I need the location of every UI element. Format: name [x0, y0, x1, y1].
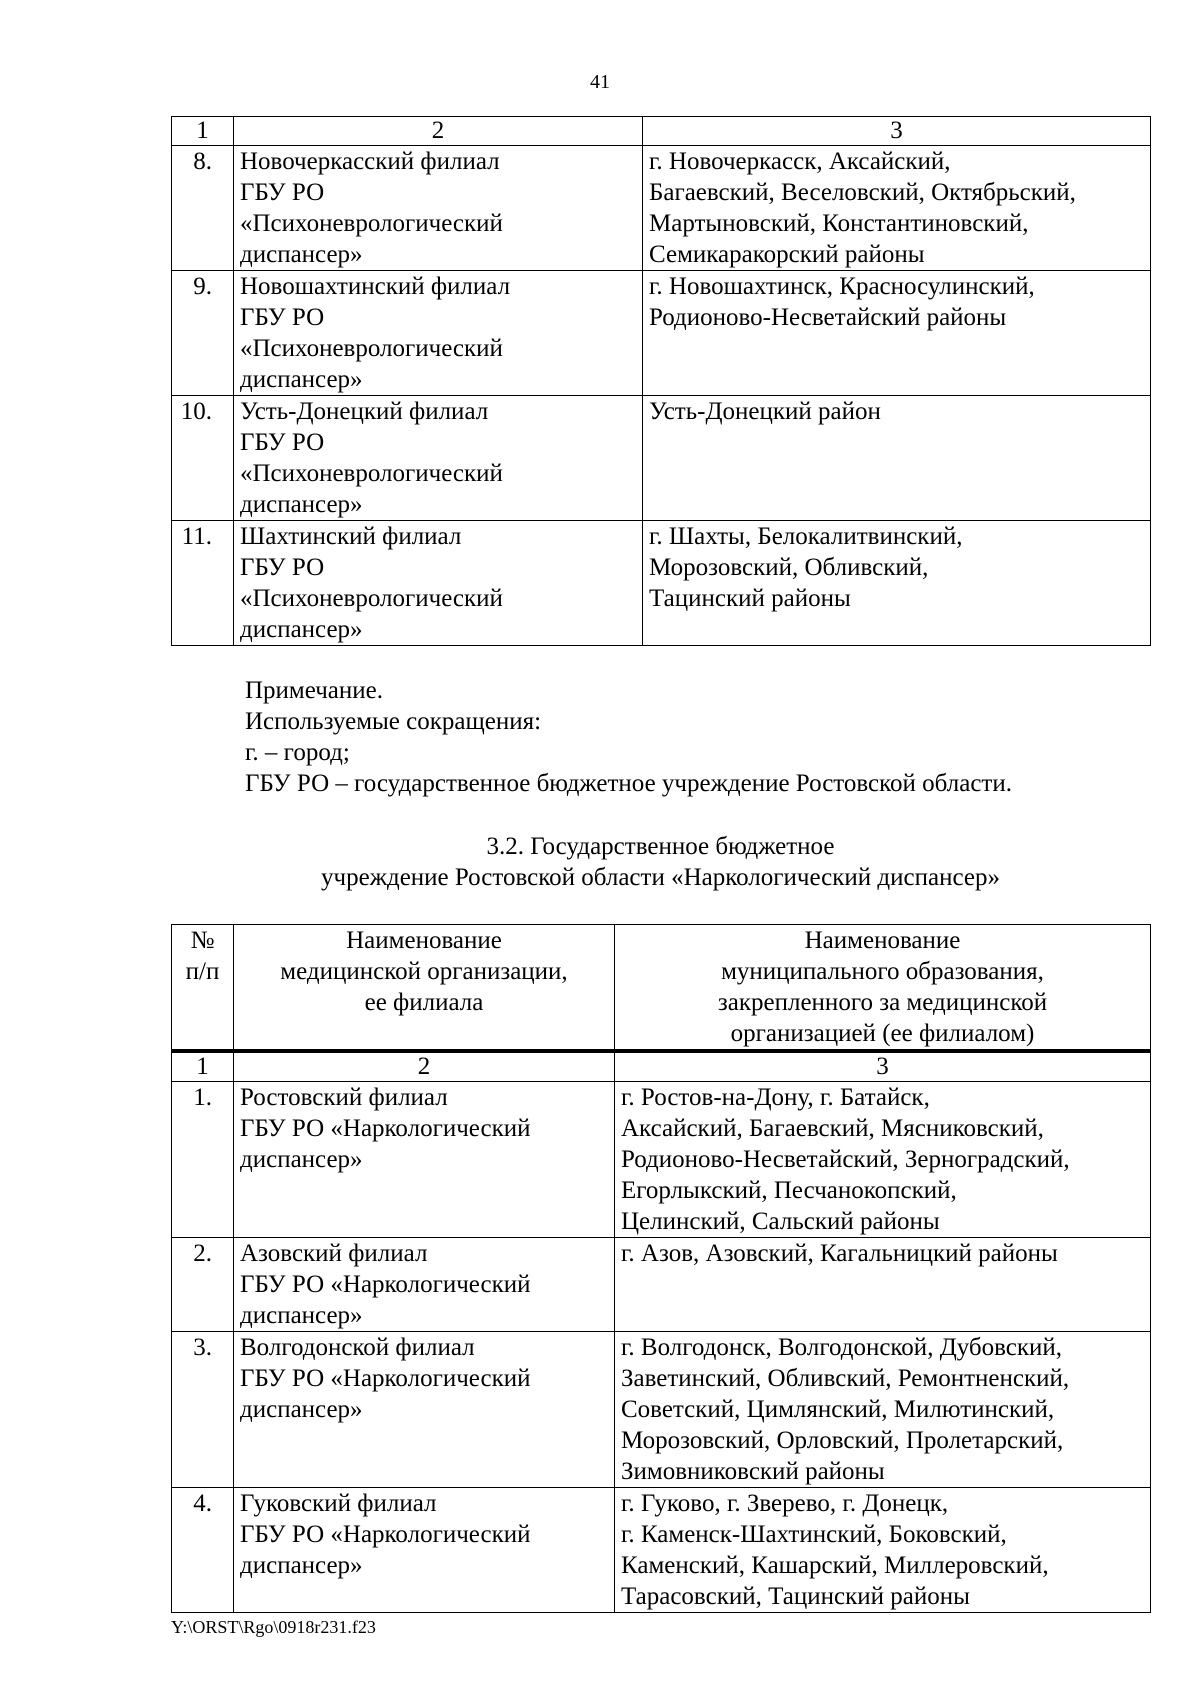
table-header-numbers: [172, 117, 1151, 146]
cell-line: диспансер»: [240, 241, 363, 268]
organization-cell: [234, 1082, 615, 1238]
cell-line: «Психоневрологический: [240, 210, 503, 237]
table-row: [172, 271, 1151, 396]
cell-line: Семикаракорский районы: [649, 241, 925, 268]
cell-line: ГБУ РО: [240, 304, 325, 331]
header-line: Наименование: [804, 927, 961, 954]
row-number-cell: 1.: [172, 1082, 234, 1238]
cell-line: «Психоневрологический: [240, 335, 503, 362]
column-number-cell: 1: [172, 117, 234, 146]
cell-line: г. Ростов-на-Дону, г. Батайск,: [621, 1084, 930, 1111]
table-row: [172, 1332, 1151, 1488]
cell-line: Советский, Цимлянский, Милютинский,: [621, 1396, 1055, 1423]
municipality-cell: [643, 521, 1151, 646]
table-row: [172, 1488, 1151, 1613]
organization-cell: [234, 1332, 615, 1488]
cell-line: г. Шахты, Белокалитвинский,: [649, 523, 963, 550]
cell-line: Усть-Донецкий район: [649, 398, 881, 425]
cell-line: Морозовский, Орловский, Пролетарский,: [621, 1427, 1064, 1454]
narcology-branches-table: [171, 924, 1151, 1613]
cell-line: г. Волгодонск, Волгодонской, Дубовский,: [621, 1334, 1063, 1361]
municipality-cell: [615, 1488, 1151, 1613]
cell-line: Родионово-Несветайский, Зерноградский,: [621, 1146, 1070, 1173]
cell-line: Азовский филиал: [240, 1240, 428, 1267]
cell-line: Гуковский филиал: [240, 1490, 437, 1517]
cell-line: ГБУ РО «Наркологический: [240, 1365, 531, 1392]
column-header-organization: [234, 925, 615, 1052]
branches-table-continued: [171, 116, 1151, 646]
note-line: г. – город;: [245, 739, 350, 766]
cell-line: диспансер»: [240, 1396, 363, 1423]
row-number-cell: 8.: [172, 146, 234, 271]
cell-line: диспансер»: [240, 616, 363, 643]
table-row: [172, 146, 1151, 271]
cell-line: Новошахтинский филиал: [240, 273, 511, 300]
column-number-cell: 3: [615, 1051, 1151, 1082]
cell-line: Аксайский, Багаевский, Мясниковский,: [621, 1115, 1044, 1142]
cell-line: г. Каменск-Шахтинский, Боковский,: [621, 1521, 1007, 1548]
row-number-cell: 10.: [172, 396, 234, 521]
row-number-cell: 4.: [172, 1488, 234, 1613]
column-header-number: [172, 925, 234, 1052]
table-header-numbers: [172, 1051, 1151, 1082]
section-title: [171, 831, 1150, 893]
municipality-cell: [643, 146, 1151, 271]
cell-line: «Психоневрологический: [240, 460, 503, 487]
table-column-headers: [172, 925, 1151, 1052]
header-line: организацией (ее филиалом): [730, 1020, 1035, 1047]
cell-line: диспансер»: [240, 1552, 363, 1579]
column-number-cell: 2: [234, 117, 643, 146]
page-number: 41: [590, 71, 610, 93]
cell-line: г. Гуково, г. Зверево, г. Донецк,: [621, 1490, 949, 1517]
cell-line: Каменский, Кашарский, Миллеровский,: [621, 1552, 1049, 1579]
cell-line: диспансер»: [240, 1302, 363, 1329]
cell-line: ГБУ РО: [240, 429, 325, 456]
cell-line: ГБУ РО: [240, 179, 325, 206]
cell-line: Тарасовский, Тацинский районы: [621, 1583, 970, 1610]
cell-line: Усть-Донецкий филиал: [240, 398, 489, 425]
cell-line: Родионово-Несветайский районы: [649, 304, 1007, 331]
organization-cell: [234, 396, 643, 521]
organization-cell: [234, 1238, 615, 1332]
cell-line: Зимовниковский районы: [621, 1458, 885, 1485]
header-line: медицинской организации,: [280, 958, 568, 985]
header-line: п/п: [185, 958, 220, 985]
cell-line: Шахтинский филиал: [240, 523, 462, 550]
table-row: [172, 1082, 1151, 1238]
cell-line: ГБУ РО «Наркологический: [240, 1115, 531, 1142]
cell-line: диспансер»: [240, 366, 363, 393]
cell-line: г. Новочеркасск, Аксайский,: [649, 148, 951, 175]
municipality-cell: [643, 271, 1151, 396]
cell-line: Морозовский, Обливский,: [649, 554, 929, 581]
column-number-cell: 2: [234, 1051, 615, 1082]
cell-line: Тацинский районы: [649, 585, 851, 612]
section-title-line: 3.2. Государственное бюджетное: [486, 833, 835, 860]
file-path-footer: Y:\ORST\Rgo\0918r231.f23: [171, 1617, 376, 1637]
note-line: Используемые сокращения:: [245, 708, 542, 735]
cell-line: диспансер»: [240, 491, 363, 518]
header-line: №: [190, 927, 215, 954]
cell-line: Ростовский филиал: [240, 1084, 448, 1111]
cell-line: Мартыновский, Константиновский,: [649, 210, 1029, 237]
cell-line: ГБУ РО «Наркологический: [240, 1271, 531, 1298]
municipality-cell: [643, 396, 1151, 521]
cell-line: ГБУ РО «Наркологический: [240, 1521, 531, 1548]
table-row: [172, 1238, 1151, 1332]
cell-line: диспансер»: [240, 1146, 363, 1173]
column-number-cell: 3: [643, 117, 1151, 146]
organization-cell: [234, 271, 643, 396]
row-number-cell: 11.: [172, 521, 234, 646]
row-number-cell: 3.: [172, 1332, 234, 1488]
header-line: ее филиала: [364, 989, 484, 1016]
organization-cell: [234, 521, 643, 646]
note-line: Примечание.: [245, 677, 384, 704]
cell-line: Волгодонской филиал: [240, 1334, 475, 1361]
row-number-cell: 2.: [172, 1238, 234, 1332]
cell-line: г. Азов, Азовский, Кагальницкий районы: [621, 1240, 1058, 1267]
header-line: закрепленного за медицинской: [717, 989, 1048, 1016]
note-line: ГБУ РО – государственное бюджетное учреждение Ростовской области.: [245, 770, 1012, 797]
cell-line: Целинский, Сальский районы: [621, 1208, 940, 1235]
cell-line: Багаевский, Веселовский, Октябрьский,: [649, 179, 1076, 206]
organization-cell: [234, 1488, 615, 1613]
note-block: [245, 675, 1012, 799]
header-line: Наименование: [346, 927, 502, 954]
section-title-line: учреждение Ростовской области «Наркологический диспансер»: [321, 864, 1000, 891]
municipality-cell: [615, 1082, 1151, 1238]
cell-line: Заветинский, Обливский, Ремонтненский,: [621, 1365, 1070, 1392]
organization-cell: [234, 146, 643, 271]
table-row: [172, 396, 1151, 521]
cell-line: Егорлыкский, Песчанокопский,: [621, 1177, 957, 1204]
table-row: [172, 521, 1151, 646]
column-header-municipality: [615, 925, 1151, 1052]
column-number-cell: 1: [172, 1051, 234, 1082]
cell-line: «Психоневрологический: [240, 585, 503, 612]
cell-line: г. Новошахтинск, Красносулинский,: [649, 273, 1035, 300]
municipality-cell: [615, 1332, 1151, 1488]
cell-line: Новочеркасский филиал: [240, 148, 500, 175]
row-number-cell: 9.: [172, 271, 234, 396]
cell-line: ГБУ РО: [240, 554, 325, 581]
header-line: муниципального образования,: [721, 958, 1044, 985]
municipality-cell: [615, 1238, 1151, 1332]
